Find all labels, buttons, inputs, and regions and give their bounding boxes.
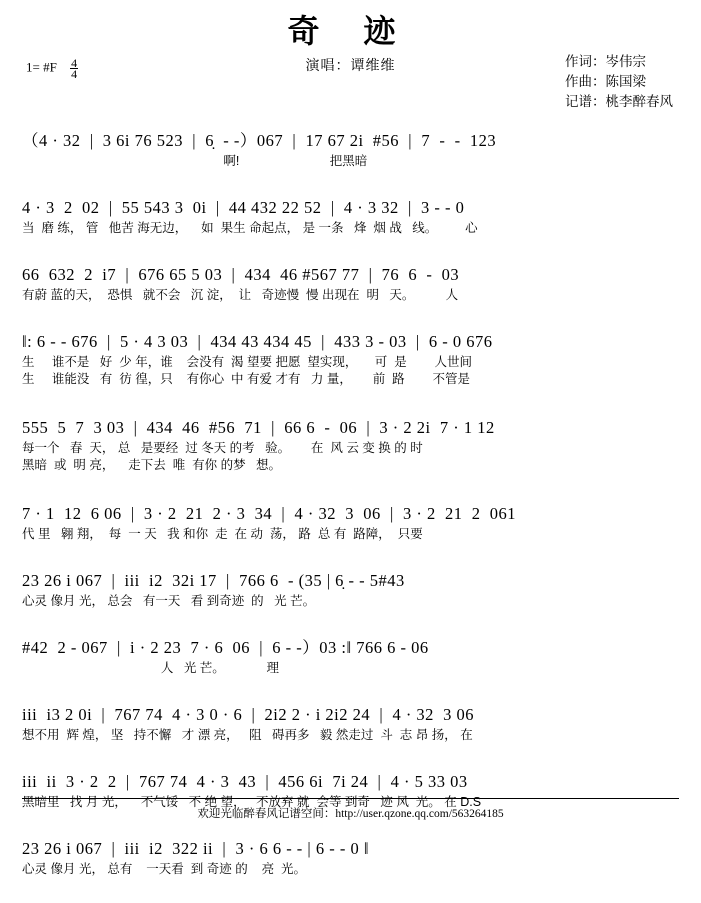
time-signature-bottom: 4 — [71, 67, 78, 81]
system-row — [0, 262, 701, 329]
notation-line: 66 632 2 i7 | 676 65 5 03 | 434 46 #567 77 | 76 6 - 03 — [22, 265, 460, 284]
lyric-line: 代 里 翱 翔， 每 一 天 我 和你 走 在 动 荡， 路 总 有 路障， 只要 — [22, 527, 423, 541]
lyric-line: 每一个 春 天， 总 是要经 过 冬天 的考 验。 在 风 云 变 换 的 时 — [22, 441, 423, 455]
notation-line: 23 26 i 067 | iii i2 322 ii | 3 · 6 6 - - | 6 - - 0 ‖ — [22, 839, 369, 858]
notation-line: ‖: 6 - - 676 | 5 · 4 3 03 | 434 43 434 45 | 433 3 - 03 | 6 - 0 676 — [22, 332, 493, 351]
notation-line: 4 · 3 2 02 | 55 543 3 0i | 44 432 22 52 | 4 · 3 32 | 3 - - 0 — [22, 198, 465, 217]
notation-line: 555 5 7 3 03 | 434 46 #56 71 | 66 6 - 06 | 3 · 2 2i 7 · 1 12 — [22, 418, 495, 437]
notation-line: iii ii 3 · 2 2 | 767 74 4 · 3 43 | 456 6i 7i 24 | 4 · 5 33 03 — [22, 772, 468, 791]
time-signature — [70, 58, 78, 79]
lyric-line: 生 谁不是 好 少 年，谁 会没有 渴 望要 把愿 望实现， 可 是 人世间 — [22, 355, 473, 369]
credit-transcriber: 记谱：桃李醉春风 — [565, 94, 673, 109]
footer-divider — [22, 798, 679, 799]
system-row — [0, 568, 701, 635]
credit-composer: 作曲：陈国梁 — [565, 74, 646, 89]
system-row — [0, 702, 701, 769]
system-row — [0, 769, 701, 836]
time-signature-top: 4 — [71, 56, 78, 70]
system-row — [0, 635, 701, 702]
lyric-line-verse2: 黑暗 或 明 亮， 走下去 唯 有你 的梦 想。 — [22, 458, 282, 472]
key-signature-block — [26, 58, 78, 79]
lyric-line: 黑暗里 找 月 光， 不气馁 不 绝 望， 不放弃 就 会等 到奇 迹 风 光。 在 D.S — [22, 795, 482, 809]
singer-line: 演唱：谭维维 — [305, 59, 396, 75]
system-row — [0, 501, 701, 568]
credit-lyricist: 作词：岑伟宗 — [565, 54, 646, 69]
lyric-line: 有蔚 蓝的天， 恐惧 就不会 沉 淀， 让 奇迹慢 慢 出现在 明 天。 人 — [22, 288, 459, 302]
notation-line: #42 2 - 067 | i · 2 23 7 · 6 06 | 6 - -）03 :‖ 766 6 - 06 — [22, 638, 429, 657]
system-row — [0, 128, 701, 195]
system-row — [0, 195, 701, 262]
lyric-line: 当 磨 练， 管 他苦 海无边， 如 果生 命起点， 是 一条 烽 烟 战 线。 心 — [22, 221, 478, 235]
lyric-line-verse2: 生 谁能没 有 彷 徨，只 有你心 中 有爱 才有 力 量， 前 路 不管是 — [22, 372, 470, 386]
key-signature: 1= #F — [26, 59, 57, 75]
lyric-line: 人 光 芒。 理 — [22, 661, 279, 675]
system-row — [0, 415, 701, 501]
notation-line: iii i3 2 0i | 767 74 4 · 3 0 · 6 | 2i2 2 · i 2i2 24 | 4 · 32 3 06 — [22, 705, 475, 724]
notation-line: 23 26 i 067 | iii i2 32i 17 | 766 6 - (35 | 6̣ - - 5#43 — [22, 571, 405, 590]
lyric-line: 啊! 把黑暗 — [22, 154, 368, 168]
notation-line: 7 · 1 12 6 06 | 3 · 2 21 2 · 3 34 | 4 · 32 3 06 | 3 · 2 21 2 061 — [22, 504, 517, 523]
system-row — [0, 836, 701, 903]
lyric-line: 心灵 像月 光， 总会 有一天 看 到奇迹 的 光 芒。 — [22, 594, 316, 608]
credits-block — [565, 52, 673, 112]
footer-text: 欢迎光临醉春风记谱空间：http://user.qzone.qq.com/563264185 — [197, 808, 504, 820]
lyric-line: 想不用 辉 煌， 坚 持不懈 才 漂 亮， 阻 碍再多 毅 然走过 斗 志 昂 扬， 在 — [22, 728, 473, 742]
notation-line: （4 · 32 | 3 6i 76 523 | 6̣ - -）067 | 17 67 2i #56 | 7 - - 123 — [22, 131, 497, 150]
page-title: 奇 迹 — [287, 13, 414, 49]
lyric-line: 心灵 像月 光， 总有 一天看 到 奇迹 的 亮 光。 — [22, 862, 307, 876]
system-row — [0, 329, 701, 415]
music-systems — [0, 128, 701, 903]
